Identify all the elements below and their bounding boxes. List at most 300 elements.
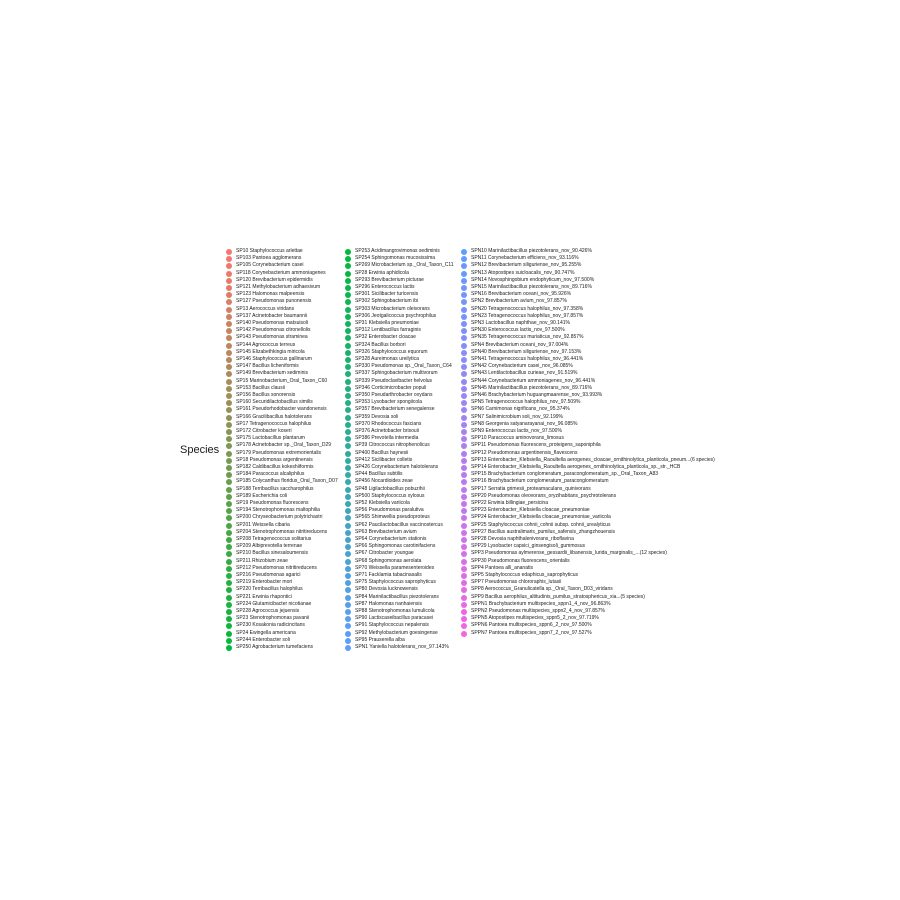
legend-label: SP44 Bacillus subtilis: [355, 471, 403, 478]
legend-marker: [345, 508, 351, 514]
legend-marker: [345, 400, 351, 406]
legend-label: SP400 Bacillus haynesii: [355, 449, 409, 456]
legend-marker: [345, 271, 351, 277]
legend-label: SP204 Stenotrophomonas nitritireducens: [236, 528, 328, 535]
legend-label: SP210 Bacillus sinesaloumensis: [236, 550, 308, 557]
legend-marker: [226, 307, 232, 313]
legend-marker: [461, 631, 467, 637]
legend-label: SP221 Erwinia rhapontici: [236, 593, 292, 600]
legend-marker: [345, 501, 351, 507]
legend-label: SPP28 Devosia naphthalenivorans_riboflavina: [471, 536, 574, 542]
legend-label: SPP20 Pseudomonas oleovorans_oryzihabitans_psychrotolerans: [471, 492, 617, 499]
legend-marker: [226, 314, 232, 320]
legend-marker: [345, 443, 351, 449]
legend-label: SP87 Halomonas nanhaiensis: [355, 600, 422, 607]
legend-label: SP121 Methylobacterium adhaesivum: [236, 284, 321, 290]
legend-label: SPN2 Brevibacterium avium_nov_97.857%: [471, 298, 567, 305]
legend-marker: [345, 595, 351, 601]
legend-marker: [461, 494, 467, 500]
legend-label: SP337 Sphingobacterium multivorum: [355, 370, 438, 377]
legend-marker: [345, 407, 351, 413]
legend-marker: [345, 386, 351, 392]
legend-marker: [345, 292, 351, 298]
legend-label: SP144 Agrococcus terreus: [236, 341, 296, 348]
legend-marker: [226, 616, 232, 622]
legend-label: SPN20 Tetragenococcus halophilus_nov_97.358%: [471, 305, 584, 312]
legend-marker: [345, 465, 351, 471]
legend-marker: [226, 299, 232, 305]
legend-marker: [461, 436, 467, 442]
legend-marker: [226, 278, 232, 284]
legend-marker: [345, 479, 351, 485]
legend-label: SP301 Sicilibacter turicensis: [355, 291, 419, 298]
legend-label: SP160 Securidilactobacillus similis: [236, 399, 313, 406]
legend-marker: [345, 451, 351, 457]
legend-marker: [226, 335, 232, 341]
legend-label: SP140 Pseudomonas matsuisoli: [236, 320, 308, 326]
legend-marker: [461, 256, 467, 262]
legend-marker: [461, 307, 467, 313]
legend-label: SP10 Staphylococcus arlettae: [236, 248, 303, 254]
legend-marker: [345, 285, 351, 291]
legend-marker: [461, 551, 467, 557]
legend-label: SPP7 Pseudomonas chlororaphis_lutasii: [471, 579, 562, 586]
legend-marker: [345, 530, 351, 536]
legend-marker: [226, 400, 232, 406]
legend-marker: [345, 616, 351, 622]
legend-label: SP149 Brevibacterium sediminis: [236, 370, 308, 377]
legend-label: SPP11 Pseudomonas fluorescens_proteigens_saponiphila: [471, 442, 601, 449]
legend-marker: [345, 458, 351, 464]
legend-marker: [345, 472, 351, 478]
legend-marker: [345, 422, 351, 428]
legend-marker: [226, 645, 232, 651]
legend-marker: [345, 328, 351, 334]
legend-label: SPN9 Enterococcus lactis_nov_97.500%: [471, 428, 562, 434]
legend-label: SP146 Staphylococcus gallinarum: [236, 356, 312, 362]
legend-marker: [345, 350, 351, 356]
legend-marker: [226, 263, 232, 269]
legend-marker: [226, 501, 232, 507]
legend-marker: [461, 487, 467, 493]
legend-label: SP80 Devosia lucknowensis: [355, 586, 418, 593]
legend-marker: [226, 271, 232, 277]
legend-label: SP456 Nocardioides zeae: [355, 478, 413, 485]
legend-label: SP357 Brevibacterium senegalense: [355, 406, 435, 413]
legend-marker: [345, 263, 351, 269]
legend-marker: [345, 307, 351, 313]
legend-marker: [461, 530, 467, 536]
legend-marker: [461, 609, 467, 615]
legend-label: SPP17 Serratia grimesii_proteamaculans_quinivorans: [471, 485, 591, 492]
legend-label: SP161 Pseudorhodobacter wandonensis: [236, 406, 327, 413]
legend-marker: [461, 544, 467, 550]
legend-label: SPP16 Brachybacterium conglomeratum_paraconglomeratum: [471, 478, 609, 485]
legend-marker: [461, 371, 467, 377]
legend-marker: [226, 393, 232, 399]
legend-marker: [226, 638, 232, 644]
legend-marker: [226, 343, 232, 349]
legend-marker: [345, 249, 351, 255]
legend-marker: [461, 443, 467, 449]
legend-marker: [226, 386, 232, 392]
legend-marker: [226, 551, 232, 557]
legend-label: SPPN2 Pseudomonas multispecies_sppn2_4_nov_97.857%: [471, 608, 605, 614]
legend-label: SP172 Citrobacter koseri: [236, 428, 292, 434]
legend-marker: [345, 623, 351, 629]
legend-marker: [461, 314, 467, 320]
legend-label: SP346 Corticimicrobacter populi: [355, 384, 427, 391]
legend-label: SP208 Tetragenococcus solitarius: [236, 536, 312, 542]
legend-label: SPN6 Carnimonas nigrificans_nov_95.374%: [471, 406, 570, 413]
legend-label: SP330 Pseudomonas sp._Oral_Taxon_C64: [355, 363, 452, 370]
legend-marker: [345, 429, 351, 435]
legend-marker: [226, 436, 232, 442]
legend-label: SPP8 Aerococcus_Granulicatella sp._Oral_Taxon_D03_viridans: [471, 586, 613, 593]
legend-label: SP24 Ewingella americana: [236, 629, 296, 636]
legend-label: SP253 Acidimangrovimonas sediminis: [355, 248, 440, 254]
legend-marker: [461, 379, 467, 385]
legend-marker: [461, 386, 467, 392]
legend-label: SP324 Bacillus borbori: [355, 341, 406, 348]
legend-label: SP500 Staphylococcus xylosus: [355, 492, 425, 499]
legend-marker: [461, 465, 467, 471]
legend-label: SPN4 Brevibacterium oceani_nov_97.004%: [471, 341, 569, 348]
legend-label: SP123 Halomonas malpeensis: [236, 291, 305, 298]
legend-marker: [226, 623, 232, 629]
legend-label: SPP13 Enterobacter_Klebsiella_Raoultella aerogenes_cloacae_ornithinolytica_planticola_pneum...(6 species): [471, 456, 715, 463]
legend-label: SP359 Devosia soli: [355, 413, 399, 420]
legend-marker: [345, 587, 351, 593]
legend-label: SPP27 Bacillus australimaris_pumilus_safensis_zhangzhouensis: [471, 528, 615, 535]
legend-marker: [345, 256, 351, 262]
legend-label: SP105 Corynebacterium casei: [236, 262, 304, 269]
legend-label: SP153 Bacillus clausii: [236, 384, 285, 391]
legend-label: SPP3 Pseudomonas aylmerense_gessardii_libanensis_lurida_marginalis_...(12 species): [471, 550, 667, 557]
legend-marker: [226, 249, 232, 255]
legend-marker: [345, 573, 351, 579]
legend-label: SP209 Albiprevotella terrenae: [236, 543, 303, 550]
legend-label: SP103 Pantoea agglomerans: [236, 255, 302, 262]
legend-label: SP84 Marinilactibacillus piezotolerans: [355, 593, 439, 600]
legend-label: SP189 Escherichia coli: [236, 492, 288, 499]
legend-title: Species: [180, 444, 220, 456]
legend-label: SP92 Methylobacterium goesingense: [355, 629, 438, 636]
legend-marker: [461, 422, 467, 428]
legend-label: SPPN6 Pantoea multispecies_sppn6_2_nov_97.500%: [471, 622, 592, 629]
legend-marker: [226, 285, 232, 291]
legend-marker: [226, 631, 232, 637]
legend-label: SP56 Pseudomonas paralutiva: [355, 507, 424, 514]
legend-label: SP13 Aerococcus viridans: [236, 305, 295, 312]
legend-marker: [461, 566, 467, 572]
legend-marker: [345, 321, 351, 327]
legend-marker: [226, 321, 232, 327]
legend-marker: [345, 357, 351, 363]
legend-label: SP302 Sphingobacterium ibi: [355, 298, 419, 305]
legend-label: SPN40 Brevibacterium siliguriense_nov_97.153%: [471, 348, 582, 355]
legend-label: SP178 Acinetobacter sp._Oral_Taxon_D29: [236, 442, 332, 449]
legend-marker: [461, 299, 467, 305]
legend-label: SP188 Terribacillus saccharophilus: [236, 485, 314, 492]
legend-label: SP250 Agrobacterium tumefaciens: [236, 644, 313, 650]
legend-marker: [345, 580, 351, 586]
legend-label: SP228 Agrococcus jejuensis: [236, 608, 300, 614]
legend-label: SP219 Enterobacter mori: [236, 579, 293, 586]
legend-label: SPN16 Brevibacterium oceani_nov_95.926%: [471, 291, 572, 298]
legend-marker: [345, 371, 351, 377]
legend-marker: [461, 501, 467, 507]
legend-marker: [345, 415, 351, 421]
legend-marker: [226, 415, 232, 421]
legend-label: SPP5 Staphylococcus edaphicus_saprophyticus: [471, 572, 579, 578]
legend-marker: [461, 587, 467, 593]
legend-marker: [461, 278, 467, 284]
legend-marker: [345, 299, 351, 305]
legend-label: SPN12 Brevibacterium siliguriense_nov_95.255%: [471, 262, 582, 269]
legend-label: SP15 Marinobacterium_Oral_Taxon_C60: [236, 377, 328, 384]
legend-label: SP23 Stenotrophomonas pavanii: [236, 615, 310, 622]
legend-label: SPN5 Tetragenococcus halophilus_nov_97.509%: [471, 399, 581, 406]
legend-label: SP52 Klebsiella variicola: [355, 500, 410, 506]
legend-label: SP91 Staphylococcus nepalensis: [355, 622, 429, 629]
legend-marker: [345, 379, 351, 385]
legend-label: SP412 Sicilibacter colletis: [355, 456, 413, 463]
legend-marker: [345, 364, 351, 370]
legend-label: SP28 Erwinia aphidicola: [355, 269, 409, 276]
legend-marker: [345, 436, 351, 442]
legend-marker: [226, 580, 232, 586]
legend-label: SP326 Staphylococcus equorum: [355, 348, 428, 355]
legend-label: SP312 Lentibacillus farraginis: [355, 327, 421, 334]
legend-label: SP67 Citrobacter youngae: [355, 550, 414, 557]
legend-marker: [226, 587, 232, 593]
legend-label: SP64 Corynebacterium stationis: [355, 536, 427, 542]
legend-marker: [226, 443, 232, 449]
legend-label: SPN8 Georgenia satyanarayanai_nov_96.085%: [471, 420, 578, 427]
legend-marker: [461, 602, 467, 608]
legend-label: SP376 Acinetobacter brisouii: [355, 428, 419, 434]
legend-label: SPN10 Marinilactibacillus piezotolerans_nov_90.426%: [471, 248, 592, 254]
legend-marker: [226, 566, 232, 572]
legend-marker: [461, 357, 467, 363]
legend-label: SP244 Enterobacter soli: [236, 636, 290, 643]
legend-marker: [461, 580, 467, 586]
legend-marker: [461, 407, 467, 413]
legend-label: SP426 Corynebacterium halotolerans: [355, 464, 439, 470]
legend-marker: [226, 451, 232, 457]
legend-marker: [345, 278, 351, 284]
legend-label: SP211 Rhizobium zeae: [236, 557, 288, 564]
legend-marker: [461, 415, 467, 421]
legend-marker: [461, 343, 467, 349]
legend-marker: [226, 429, 232, 435]
legend-marker: [226, 508, 232, 514]
legend-label: SP19 Pseudomonas fluorescens: [236, 500, 309, 506]
legend-label: SP127 Pseudomonas punonensis: [236, 298, 312, 305]
legend-marker: [345, 645, 351, 651]
legend-label: SP182 Caldibacillus kokeshiiformis: [236, 464, 314, 470]
legend-marker: [226, 465, 232, 471]
legend-marker: [461, 400, 467, 406]
legend-marker: [461, 321, 467, 327]
legend-label: SPN35 Tetragenococcus muriaticus_nov_92.857%: [471, 334, 584, 341]
legend-label: SP230 Kosakonia radicincitans: [236, 622, 305, 629]
legend-marker: [461, 523, 467, 529]
legend-label: SPPN1 Brachybacterium multispecies_sppn1_4_nov_96.863%: [471, 600, 611, 607]
legend-label: SPP22 Erwinia billingiae_persicina: [471, 500, 548, 506]
legend-marker: [226, 494, 232, 500]
legend-label: SPP4 Pantoea alli_ananatis: [471, 564, 533, 571]
legend-label: SP269 Microbacterium sp._Oral_Taxon_C11: [355, 262, 454, 269]
legend-label: SPP30 Pseudomonas fluorescens_orientalis: [471, 557, 570, 564]
legend-label: SP303 Microbacterium oleivorans: [355, 305, 430, 312]
legend-label: SP70 Weissella paramesenteroides: [355, 564, 435, 571]
legend-marker: [345, 393, 351, 399]
legend-label: SP137 Acinetobacter baumannii: [236, 312, 308, 319]
legend-label: SP212 Pseudomonas nitritireducens: [236, 564, 317, 571]
legend-label: SP118 Corynebacterium ammoniagenes: [236, 269, 326, 276]
legend-marker: [461, 285, 467, 291]
legend-marker: [461, 335, 467, 341]
legend-marker: [345, 559, 351, 565]
legend-label: SPP23 Enterobacter_Klebsiella cloacae_pneumoniae: [471, 507, 590, 514]
legend-label: SP328 Aureimonas ureilytica: [355, 356, 419, 362]
legend-label: SP48 Ligilactobacillus pobuzihii: [355, 485, 425, 492]
legend-label: SP200 Chryseobacterium polytrichastri: [236, 514, 323, 521]
legend-marker: [345, 343, 351, 349]
legend-label: SPP25 Staphylococcus cohnii_cohnii subsp. cohnii_urealyticus: [471, 521, 611, 528]
legend-marker: [226, 537, 232, 543]
legend-label: SPP29 Lysobacter capsici_ginsengisoli_gummosus: [471, 543, 586, 550]
legend-label: SPN30 Enterococcus lactis_nov_97.500%: [471, 327, 565, 334]
legend-label: SP339 Pseudoclavibacter helvolus: [355, 377, 432, 384]
legend-marker: [226, 523, 232, 529]
legend-label: SP18 Pseudomonas argentinensis: [236, 456, 313, 463]
legend-label: SPN42 Corynebacterium casei_nov_96.085%: [471, 363, 573, 370]
legend-label: SPP9 Bacillus aerophilus_altitudinis_pumilus_stratosphericus_xia...(5 species): [471, 593, 645, 600]
legend-label: SP31 Klebsiella pneumoniae: [355, 320, 419, 326]
legend-marker: [226, 515, 232, 521]
legend-marker: [461, 559, 467, 565]
legend-marker: [461, 249, 467, 255]
legend-label: SPN44 Corynebacterium ammoniagenes_nov_96.441%: [471, 377, 596, 384]
legend-label: SPN14 Novosphingobium endophyticum_nov_97.500%: [471, 276, 595, 283]
legend-label: SPN13 Atopostipes suicloacalis_nov_90.747%: [471, 269, 575, 276]
legend-marker: [461, 573, 467, 579]
legend-label: SP63 Brevibacterium avium: [355, 528, 417, 535]
legend-marker: [345, 602, 351, 608]
legend-marker: [345, 544, 351, 550]
legend-label: SPN45 Marinilactibacillus piezotolerans_nov_89.716%: [471, 384, 592, 391]
legend-marker: [226, 479, 232, 485]
legend-label: SP156 Bacillus sonorensis: [236, 392, 296, 398]
legend-marker: [461, 364, 467, 370]
legend-label: SPP15 Brachybacterium conglomeratum_paraconglomeratum_sp._Oral_Taxon_A83: [471, 471, 659, 478]
legend-marker: [345, 551, 351, 557]
legend-label: SP120 Brevibacterium epidermidis: [236, 276, 313, 283]
legend-label: SP201 Weissella cibaria: [236, 521, 290, 528]
legend-label: SP17 Tetragenococcus halophilus: [236, 420, 312, 427]
legend-label: SP147 Bacillus licheniformis: [236, 363, 299, 370]
legend-marker: [345, 523, 351, 529]
legend-marker: [345, 515, 351, 521]
legend-marker: [461, 479, 467, 485]
legend-label: SP370 Rhodococcus fascians: [355, 420, 422, 427]
legend-marker: [226, 609, 232, 615]
legend-label: SP143 Pseudomonas straminea: [236, 334, 308, 341]
legend-label: SP386 Prevotella intermedia: [355, 435, 419, 442]
legend-marker: [226, 256, 232, 262]
legend-label: SPN46 Brachybacterium huguangmaarense_nov_93.993%: [471, 392, 603, 398]
legend-marker: [345, 566, 351, 572]
legend-label: SP62 Paucilactobacillus vaccinostercus: [355, 521, 443, 528]
legend-label: SPPN7 Pantoea multispecies_sppn7_2_nov_97.527%: [471, 629, 592, 636]
legend-label: SP185 Colycanthus floridus_Oral_Taxon_D07: [236, 478, 338, 485]
legend-label: SP220 Terribacillus halophilus: [236, 586, 303, 593]
legend-label: SPN3 Lactobacillus naphthae_nov_90.141%: [471, 320, 570, 326]
legend-label: SPN43 Lentilactobacillus curieae_nov_91.519%: [471, 370, 578, 377]
legend-marker: [461, 595, 467, 601]
legend-label: SP306 Jeotgalicoccus psychrophilus: [355, 312, 437, 319]
legend-marker: [226, 595, 232, 601]
legend-label: SP184 Paracoccus alcaliphilus: [236, 471, 305, 478]
legend-label: SPPN5 Atopostipes multispecies_sppn5_2_nov_97.719%: [471, 615, 599, 622]
legend-label: SP353 Lysobacter spongiicola: [355, 399, 423, 406]
legend-label: SP39 Citrococcus nitrophenolicus: [355, 442, 430, 449]
legend-label: SPP12 Pseudomonas argentinensis_flavescens: [471, 449, 578, 456]
legend-label: SPN23 Tetragenococcus halophilus_nov_97.857%: [471, 312, 584, 319]
legend-marker: [461, 393, 467, 399]
legend-label: SP90 Lactiscaseibacillus paracasei: [355, 615, 434, 622]
legend-marker: [226, 328, 232, 334]
legend-marker: [226, 544, 232, 550]
legend-marker: [461, 472, 467, 478]
legend-label: SP216 Pseudomonas agarici: [236, 572, 301, 578]
legend-marker: [226, 364, 232, 370]
legend-label: SP179 Pseudomonas extremorientalis: [236, 449, 322, 456]
legend-marker: [461, 328, 467, 334]
legend-marker: [461, 623, 467, 629]
legend-label: SP88 Stenotrophomonas lumulicola: [355, 608, 435, 614]
legend-marker: [345, 537, 351, 543]
legend-label: SP75 Staphylococcus saprophyticus: [355, 579, 436, 586]
legend-label: SP224 Glutamicibacter nicotianae: [236, 600, 312, 607]
legend-marker: [226, 422, 232, 428]
legend-label: SP68 Sphingomonas aerolata: [355, 557, 422, 564]
legend-marker: [226, 559, 232, 565]
legend-marker: [226, 530, 232, 536]
legend-marker: [226, 472, 232, 478]
legend-marker: [226, 573, 232, 579]
legend-marker: [226, 458, 232, 464]
legend-label: SPN11 Corynebacterium efficiens_nov_93.116%: [471, 255, 579, 262]
legend-marker: [461, 451, 467, 457]
legend-label: SP175 Lactobacillus plantarum: [236, 435, 305, 442]
legend-label: SPP24 Enterobacter_Klebsiella cloacae_pneumoniae_variicola: [471, 514, 611, 521]
legend-label: SPN7 Salinimicrobium soli_nov_92.199%: [471, 413, 563, 420]
legend-marker: [461, 616, 467, 622]
legend-label: SP95 Prauserella alba: [355, 636, 405, 643]
legend-marker: [461, 458, 467, 464]
legend-label: SPP14 Enterobacter_Klebsiella_Raoultella aerogenes_ornithinolytica_planticola_sp._str._HCB: [471, 464, 681, 470]
legend-label: SP565 Shimwellia pseudoproteus: [355, 514, 430, 521]
legend-marker: [461, 350, 467, 356]
legend-marker: [226, 350, 232, 356]
legend-marker: [226, 371, 232, 377]
legend-marker: [461, 292, 467, 298]
legend-marker: [461, 537, 467, 543]
